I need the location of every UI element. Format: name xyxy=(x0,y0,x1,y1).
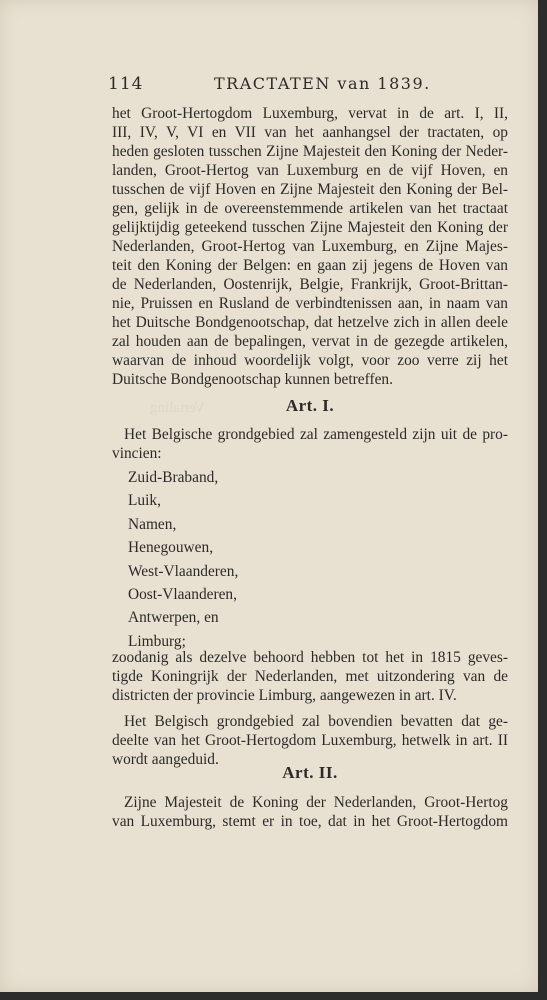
text-line: deelte van het Groot-Hertogdom Luxemburg, hetwelk in art. II xyxy=(112,732,508,749)
page-number: 114 xyxy=(108,74,144,94)
text-line: districten der provincie Limburg, aangewezen in art. IV. xyxy=(112,687,457,704)
text-line: het Groot-Hertogdom Luxemburg, vervat in de art. I, II, xyxy=(112,105,508,122)
show-through-text: Vertaling xyxy=(150,400,205,416)
province-item: Limburg; xyxy=(128,632,186,650)
text-line: gen, gelijk in de overeenstemmende artikelen van het tractaat xyxy=(112,200,508,217)
text-line: vincien: xyxy=(112,445,162,462)
article-2-paragraph xyxy=(112,793,508,831)
scan-border-bottom xyxy=(0,992,547,1000)
intro-paragraph xyxy=(112,104,508,389)
province-item: Namen, xyxy=(128,515,177,533)
article-1-closing xyxy=(112,648,508,705)
province-item: Henegouwen, xyxy=(128,539,214,557)
text-line: gelijktijdig geteekend tusschen Zijne Majesteit den Koning der xyxy=(112,219,508,236)
text-line: landen, Groot-Hertog van Luxemburg en de vijf Hoven, en xyxy=(112,162,508,179)
text-line: heden gesloten tusschen Zijne Majesteit den Koning der Neder- xyxy=(112,143,508,160)
article-1-heading: Art. I. xyxy=(285,396,335,415)
text-line: zal houden aan de bepalingen, vervat in de gezegde artikelen, xyxy=(112,333,508,350)
text-line: teit den Koning der Belgen: en gaan zij jegens de Hoven van xyxy=(112,257,508,274)
text-line: Het Belgische grondgebied zal zamengesteld zijn uit de pro- xyxy=(124,426,508,443)
province-item: Luik, xyxy=(128,492,161,510)
text-line: nie, Pruissen en Rusland de verbindtenissen aan, in naam van xyxy=(112,295,508,312)
text-line: wordt aangeduid. xyxy=(112,751,219,768)
text-line: Nederlanden, Groot-Hertog van Luxemburg, en Zijne Majes- xyxy=(112,238,508,255)
province-item: Antwerpen, en xyxy=(128,609,219,627)
text-line: tigde Koningrijk der Nederlanden, met uitzondering van de xyxy=(112,668,508,685)
text-line: van Luxemburg, stemt er in toe, dat in het Groot-Hertogdom xyxy=(112,813,508,830)
province-item: West-Vlaanderen, xyxy=(128,562,239,580)
province-item: Oost-Vlaanderen, xyxy=(128,585,237,603)
article-1-intro xyxy=(112,425,508,463)
article-2-heading: Art. II. xyxy=(282,763,338,782)
province-item: Zuid-Braband, xyxy=(128,469,219,486)
text-line: tusschen de vijf Hoven en Zijne Majesteit den Koning der Bel- xyxy=(112,181,508,198)
text-line: Duitsche Bondgenootschap kunnen betreffen. xyxy=(112,371,393,388)
text-line: het Duitsche Bondgenootschap, dat hetzelve zich in allen deele xyxy=(112,314,508,331)
text-line: Zijne Majesteit de Koning der Nederlanden, Groot-Hertog xyxy=(124,794,508,811)
article-1-second-paragraph xyxy=(112,712,508,769)
text-line: Het Belgisch grondgebied zal bovendien bevatten dat ge- xyxy=(124,713,508,730)
text-line: zoodanig als dezelve behoord hebben tot het in 1815 geves- xyxy=(112,649,508,666)
scan-border-right xyxy=(538,0,547,1000)
province-list xyxy=(128,466,238,653)
running-head: TRACTATEN van 1839. xyxy=(214,74,431,93)
text-line: III, IV, V, VI en VII van het aanhangsel der tractaten, op xyxy=(112,124,508,141)
page-header xyxy=(108,74,431,96)
text-line: de Nederlanden, Oostenrijk, Belgie, Frankrijk, Groot-Brittan- xyxy=(112,276,508,293)
text-line: waarvan de inhoud woordelijk volgt, voor zoo verre zij het xyxy=(112,352,508,369)
